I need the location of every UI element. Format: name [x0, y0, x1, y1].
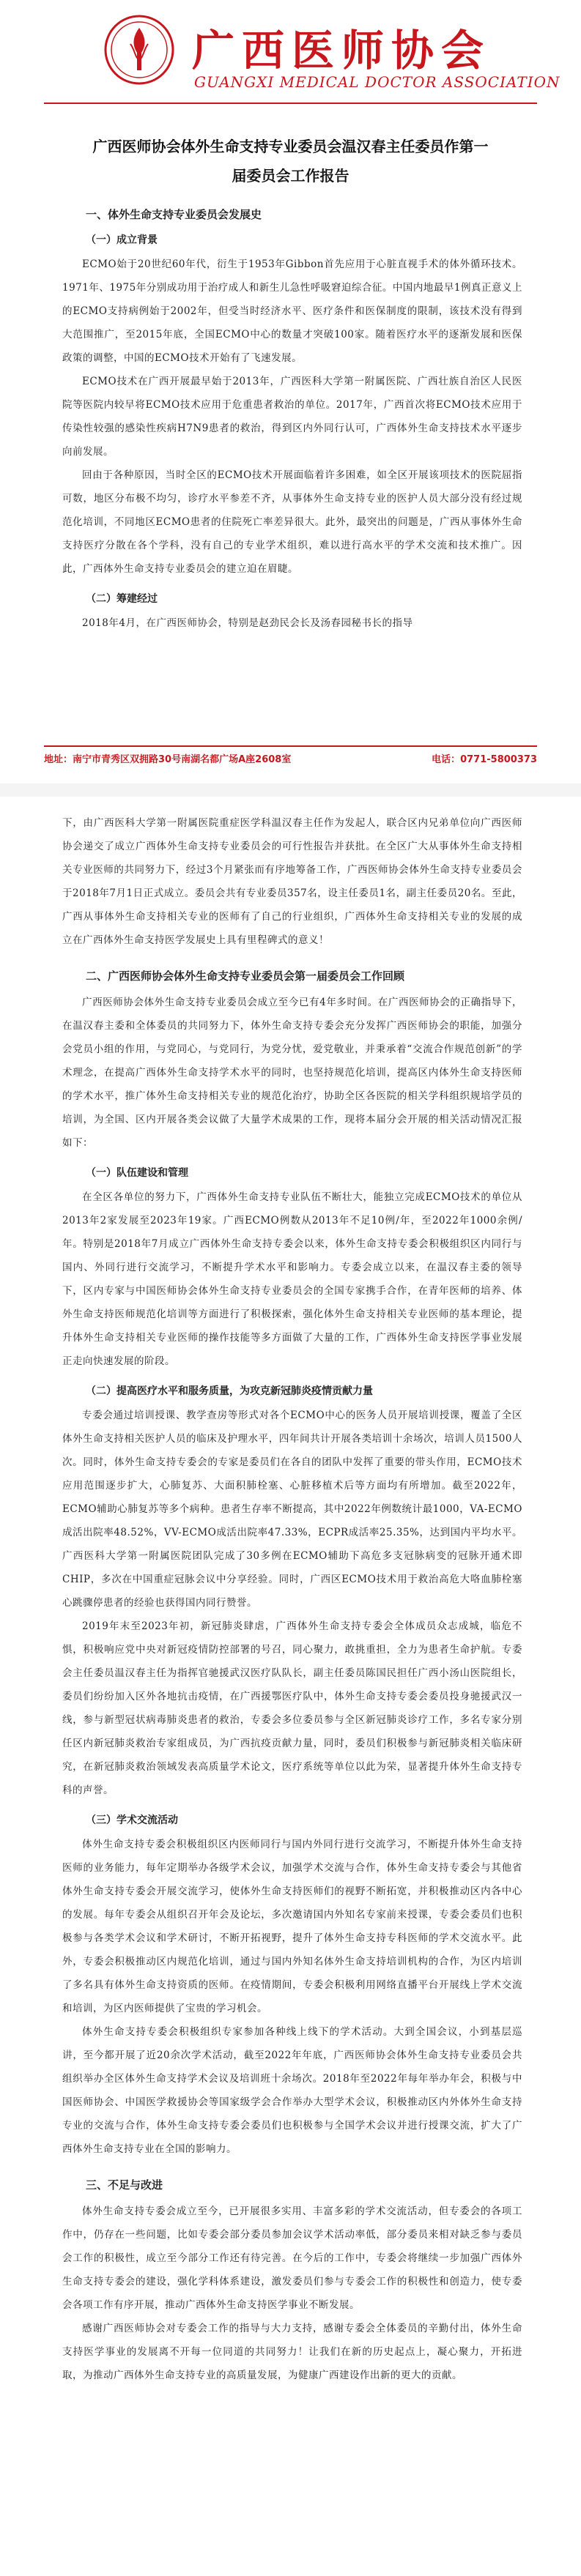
section-1-heading: 一、体外生命支持专业委员会发展史 — [86, 208, 262, 221]
header-rule — [44, 103, 537, 104]
section-3-heading: 三、不足与改进 — [86, 2178, 163, 2192]
paragraph: ECMO技术在广西开展最早始于2013年，广西医科大学第一附属医院、广西壮族自治区人民医院等医院内较早将ECMO技术应用于危重患者救治的单位。2017年，广西首次将ECMO技术应用于传染性较强的感染性疾病H7N9患者的救治，得到区内外同行认可，广西体外生命支持技术水平逐步向前发展。 — [62, 376, 522, 458]
footer-phone: 电话：0771-5800373 — [432, 754, 537, 765]
org-name-cn: 广西医师协会 — [192, 26, 492, 75]
paragraph: 回由于各种原因，当时全区的ECMO技术开展面临着许多困难，如全区开展该项技术的医院屈指可数，地区分布极不均匀，诊疗水平参差不齐，从事体外生命支持专业的医护人员大部分没有经过规范化培训，不同地区ECMO患者的住院死亡率差异很大。此外，最突出的问题是，广西从事体外生命支持医疗分散在各个学科，没有自己的专业学术组织，难以进行高水平的学术交流和技术推广。因此，广西体外生命支持专业委员会的建立迫在眉睫。 — [62, 469, 522, 575]
paragraph: 专委会通过培训授课、教学查房等形式对各个ECMO中心的医务人员开展培训授课，覆盖了全区体外生命支持相关医护人员的临床及护理水平，四年间共计开展各类培训十余场次，培训人员1500人次。同时，体外生命支持专委会的专家是委员们在各自的团队中发挥了重要的带头作用，ECMO技术应用范围逐步扩大，心肺复苏、大面积肺栓塞、心脏移植术后等方面均有所增加。截至2022年，ECMO辅助心肺复苏等多个病种。患者生存率不断提高，其中2022年例数统计最1000，VA-ECMO成活出院率48.52%，VV-ECMO成活出院率47.33%，ECPR成活率25.35%，达到国内平均水平。广西医科大学第一附属医院团队完成了30多例在ECMO辅助下高危多支冠脉病变的冠脉开通术即CHIP，多次在中国重症冠脉会议中分享经验。同时，广西区ECMO技术用于救治高危大咯血肺栓塞心跳骤停患者的经验也获得国内同行赞誉。 — [62, 1410, 522, 1609]
section-2-sub-c-heading: （三）学术交流活动 — [86, 1814, 178, 1826]
letterhead-footer — [44, 745, 537, 765]
letterhead — [0, 0, 581, 110]
section-2-heading: 二、广西医师协会体外生命支持专业委员会第一届委员会工作回顾 — [86, 969, 405, 983]
paragraph: 广西医师协会体外生命支持专业委员会成立至今已有4年多时间。在广西医师协会的正确指导下，在温汉春主委和全体委员的共同努力下，体外生命支持专委会充分发挥广西医师协会的职能，加强分会党员小组的作用，与党同心，与党同行，为党分忧，爱党敬业，并秉承着“交流合作规范创新”的学术理念，在提高广西体外生命支持学术水平的同时，也坚持规范化培训，提高区内体外生命支持医师的学术水平，推广体外生命支持相关专业的规范化治疗，协助全区各医院的相关学科组织规培学员的培训，为全国、区内开展各类会议做了大量学术成果的工作，现将本届分会开展的相关活动情况汇报如下： — [62, 997, 522, 1149]
paragraph: 2019年末至2023年初，新冠肺炎肆虐，广西体外生命支持专委会全体成员众志成城，临危不惧，积极响应党中央对新冠疫情防控部署的号召，同心聚力，敢挑重担，全力为患者生命护航。专委会主任委员温汉春主任为指挥官驰援武汉医疗队队长，副主任委员陈国民担任广西小汤山医院组长，委员们纷纷加入区外各地抗击疫情，在广西援鄂医疗队中，体外生命支持专委会委员投身驰援武汉一线，参与新型冠状病毒肺炎患者的救治，专委会多位委员参与全区新冠肺炎诊疗工作，多名专家分别任区内新冠肺炎救治专家组成员，为广西抗疫贡献力量，同时，委员们积极参与新冠肺炎相关临床研究，在新冠肺炎救治领域发表高质量学术论文，医疗系统等单位以此为荣，显著提升体外生命支持专科的声誉。 — [62, 1620, 522, 1796]
section-2-sub-b-heading: （二）提高医疗水平和服务质量，为攻克新冠肺炎疫情贡献力量 — [86, 1385, 373, 1397]
footer-address: 地址：南宁市青秀区双拥路30号南湖名都广场A座2608室 — [44, 754, 292, 765]
section-2-sub-a-heading: （一）队伍建设和管理 — [86, 1167, 188, 1179]
paragraph: 体外生命支持专委会成立至今，已开展很多实用、丰富多彩的学术交流活动，但专委会的各项工作中，仍存在一些问题，比如专委会部分委员参加会议学术活动率低，部分委员来相对缺乏参与委员会工作的积极性，成立至今部分工作还有待完善。在今后的工作中，专委会将继续一步加强广西体外生命支持专委会的建设，强化学科体系建设，激发委员们参与专委会工作的积极性和创造力，使专委会各项工作有序开展，推动广西体外生命支持医学事业不断发展。 — [62, 2205, 522, 2311]
paragraph: 感谢广西医师协会对专委会工作的指导与大力支持，感谢专委会全体委员的辛勤付出，体外生命支持医学事业的发展离不开每一位同道的共同努力！让我们在新的历史起点上，凝心聚力，开拓进取，为推动广西体外生命支持专业的高质量发展，为健康广西建设作出新的更大的贡献。 — [62, 2323, 522, 2381]
section-1-sub1-heading: （一）成立背景 — [86, 234, 158, 246]
section-1-sub2-heading: （二）筹建经过 — [86, 593, 158, 605]
page-1-content — [0, 206, 581, 635]
page-2 — [0, 797, 581, 2576]
page-1 — [0, 0, 581, 783]
document-title: 广西医师协会体外生命支持专业委员会温汉春主任委员作第一届委员会工作报告 — [92, 138, 489, 185]
page-2-content — [0, 797, 581, 2387]
association-logo-icon — [103, 13, 176, 86]
paragraph: 2018年4月，在广西医师协会，特别是赵劲民会长及汤春园秘书长的指导 — [82, 617, 413, 629]
org-name-en: GUANGXI MEDICAL DOCTOR ASSOCIATION — [194, 73, 560, 91]
paragraph: 体外生命支持专委会积极组织专家参加各种线上线下的学术活动。大到全国会议，小到基层巡讲，至今都开展了近20余次学术活动，截至2022年年底，广西医师协会体外生命支持专业委员会共组织举办全区体外生命支持学术会议及培训班十余场次。2018年至2022年每年举办年会，积极与中国医师协会、中国医学救援协会等国家级学会合作举办大型学术会议，积极推动区内外体外生命支持专业的交流与合作，体外生命支持专委会委员们也积极参与全国学术会议并进行授课交流，扩大了广西体外生命支持专业在全国的影响力。 — [62, 2026, 522, 2155]
paragraph: 下，由广西医科大学第一附属医院重症医学科温汉春主任作为发起人，联合区内兄弟单位向广西医师协会递交了成立广西体外生命支持专业委员会的可行性报告并获批。在全区广大从事体外生命支持相关专业医师的共同努力下，经过3个月紧张而有序地筹备工作，广西医师协会体外生命支持专业委员会于2018年7月1日正式成立。委员会共有专业委员357名，设主任委员1名，副主任委员20名。至此，广西从事体外生命支持相关专业的医师有了自己的行业组织，广西体外生命支持相关专业的发展的成立在广西体外生命支持医学发展史上具有里程碑式的意义！ — [62, 817, 522, 946]
paragraph: 在全区各单位的努力下，广西体外生命支持专业队伍不断壮大，能独立完成ECMO技术的单位从2013年2家发展至2023年19家。广西ECMO例数从2013年不足10例/年，至2022年1000余例/年。特别是2018年7月成立广西体外生命支持专委会以来，体外生命支持专委会积极组织区内同行与国内、外同行进行交流学习，不断提升学术水平和影响力。专委会成立以来，在温汉春主委的领导下，区内专家与中国医师协会体外生命支持专业委员会的全国专家携手合作，在青年医师的培养、体外生命支持医师规范化培训等方面进行了积极探索，强化体外生命支持相关专业医师的基本理论，提升体外生命支持相关专业医师的操作技能等多方面做了大量的工作，广西体外生命支持医学事业发展正走向快速发展的阶段。 — [62, 1191, 522, 1367]
page-separator — [0, 783, 581, 797]
paragraph: 体外生命支持专委会积极组织区内医师同行与国内外同行进行交流学习，不断提升体外生命支持医师的业务能力，每年定期举办各级学术会议，加强学术交流与合作，体外生命支持专委会与其他省体外生命支持专委会开展交流学习，使体外生命支持医师们的视野不断拓宽，并积极推动区内各中心的发展。每年专委会从组织召开年会及论坛，多次邀请国内外知名专家前来授课，专委会委员们也积极参与各类学术会议和学术研讨，不断开拓视野，提升了体外生命支持专科医师的学术交流水平。此外，专委会积极推动区内规范化培训，通过与国内外知名体外生命支持培训机构的合作，为区内培训了多名具有体外生命支持资质的医师。在疫情期间，专委会积极利用网络直播平台开展线上学术交流和培训，为区内医师提供了宝贵的学习机会。 — [62, 1839, 522, 2014]
paragraph: ECMO始于20世纪60年代，衍生于1953年Gibbon首先应用于心脏直视手术的体外循环技术。1971年、1975年分别成功用于治疗成人和新生儿急性呼吸窘迫综合征。中国内地最早1例真正意义上的ECMO支持病例始于2002年，但受当时经济水平、医疗条件和医保制度的限制，该技术没有得到大范围推广，至2015年底，全国ECMO中心的数量才突破100家。随着医疗水平的逐渐发展和医保政策的调整，中国的ECMO技术开始有了飞速发展。 — [62, 258, 522, 364]
